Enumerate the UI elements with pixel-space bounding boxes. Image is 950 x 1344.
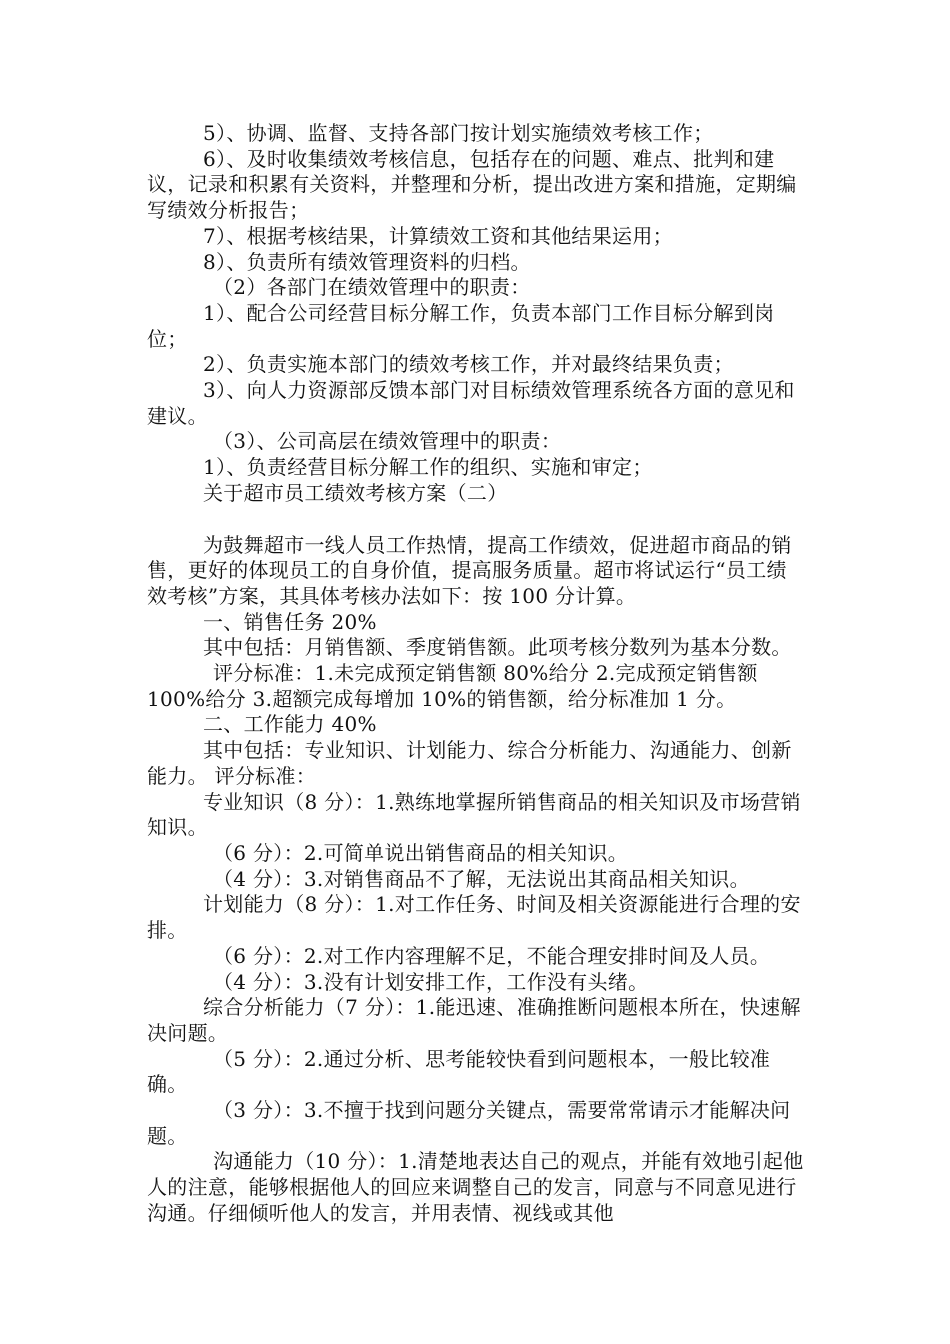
paragraph: （4 分）：3.对销售商品不了解，无法说出其商品相关知识。 <box>213 866 750 891</box>
blank-line <box>147 507 807 533</box>
paragraph: （6 分）：2.可简单说出销售商品的相关知识。 <box>213 840 629 865</box>
paragraph: 计划能力（8 分）：1.对工作任务、时间及相关资源能进行合理的安排。 <box>147 892 801 943</box>
paragraph: （4 分）：3.没有计划安排工作，工作没有头绪。 <box>213 969 649 994</box>
paragraph: （2）各部门在绩效管理中的职责： <box>213 275 531 300</box>
paragraph: 其中包括：专业知识、计划能力、综合分析能力、沟通能力、创新能力。 评分标准： <box>147 738 792 788</box>
paragraph: 综合分析能力（7 分）：1.能迅速、准确推断问题根本所在，快速解决问题。 <box>147 995 801 1045</box>
paragraph: 6）、及时收集绩效考核信息，包括存在的问题、难点、批判和建议，记录和积累有关资料，并整理和分析，提出改进方案和措施，定期编写绩效分析报告； <box>147 146 797 223</box>
paragraph: 7）、根据考核结果，计算绩效工资和其他结果运用； <box>203 223 673 248</box>
paragraph: 一、销售任务 20% <box>203 609 377 634</box>
paragraph: 专业知识（8 分）：1.熟练地掌握所销售商品的相关知识及市场营销知识。 <box>147 789 801 840</box>
paragraph: 沟通能力（10 分）：1.清楚地表达自己的观点，并能有效地引起他人的注意，能够根据他人的回应来调整自己的发言，同意与不同意见进行沟通。仔细倾听他人的发言，并用表情、视线或其他 <box>147 1149 804 1225</box>
paragraph: （5 分）：2.通过分析、思考能较快看到问题根本，一般比较准确。 <box>147 1046 771 1097</box>
paragraph: 1）、负责经营目标分解工作的组织、实施和审定； <box>203 455 653 480</box>
paragraph: 二、工作能力 40% <box>203 712 377 737</box>
paragraph: 8）、负责所有绩效管理资料的归档。 <box>203 249 531 274</box>
paragraph: 其中包括：月销售额、季度销售额。此项考核分数列为基本分数。 <box>203 635 792 660</box>
paragraph: 5）、协调、监督、支持各部门按计划实施绩效考核工作； <box>203 121 714 145</box>
paragraph: 2）、负责实施本部门的绩效考核工作，并对最终结果负责； <box>203 352 734 377</box>
paragraph: 3）、向人力资源部反馈本部门对目标绩效管理系统各方面的意见和建议。 <box>147 378 795 428</box>
paragraph: （3 分）：3.不擅于找到问题分关键点，需要常常请示才能解决问题。 <box>147 1098 791 1148</box>
paragraph: 为鼓舞超市一线人员工作热情，提高工作绩效，促进超市商品的销售，更好的体现员工的自身价值，提高服务质量。超市将试运行“员工绩效考核”方案，其具体考核办法如下：按 100 分计算。 <box>147 532 792 608</box>
section-title: 关于超市员工绩效考核方案（二） <box>203 480 508 505</box>
document-body <box>147 121 807 1227</box>
paragraph: （3）、公司高层在绩效管理中的职责： <box>213 429 562 454</box>
paragraph: （6 分）：2.对工作内容理解不足，不能合理安排时间及人员。 <box>213 943 771 968</box>
paragraph: 1）、配合公司经营目标分解工作，负责本部门工作目标分解到岗位； <box>147 300 775 351</box>
paragraph: 评分标准：1.未完成预定销售额 80%给分 2.完成预定销售额 100%给分 3.超额完成每增加 10%的销售额，给分标准加 1 分。 <box>147 661 758 711</box>
